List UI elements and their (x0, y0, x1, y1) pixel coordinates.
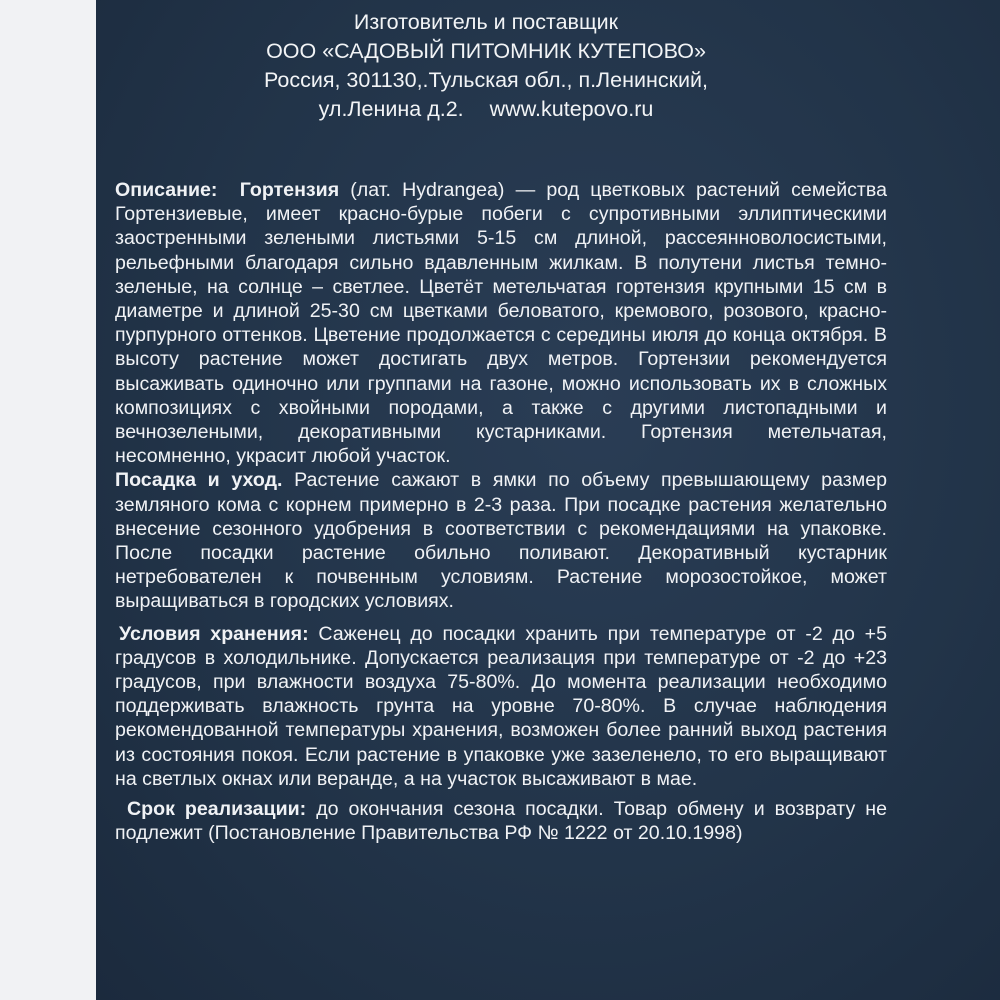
term-text: до окончания сезона посадки. Товар обмену и возврату не подлежит (Постановление Правительства РФ № 1222 от 20.10.1998) (115, 798, 887, 845)
company-region: Россия, 301130,.Тульская обл., п.Ленинский, (263, 68, 709, 92)
plant-name: Гортензия (239, 179, 340, 201)
company-address-line (96, 95, 876, 124)
term-section (115, 797, 887, 845)
storage-section (115, 622, 887, 791)
term-label: Срок реализации: (127, 798, 307, 821)
company-address: ул.Ленина д.2. (318, 97, 464, 121)
description-label: Описание: (115, 179, 218, 201)
manufacturer-header (96, 8, 876, 124)
company-website: www.kutepovo.ru (489, 97, 654, 121)
product-label (96, 0, 1000, 1000)
label-body (115, 178, 887, 845)
storage-text: Саженец до посадки хранить при температуре от -2 до +5 градусов в холодильнике. Допускается реализация при температуре от -2 до +23 градусов, при влажности воздуха 75-80%. До момента реализации необходимо поддерживать влажность грунта на уровне 70-80%. В случае наблюдения рекомендованной температуры хранения, возможен более ранний выход растения из состояния покоя. Если растение в упаковке уже зазеленело, то его выращивают на светлых окнах или веранде, а на участок высаживают в мае. (115, 622, 887, 790)
description-text: (лат. Hydrangea) — род цветковых растений семейства Гортензиевые, имеет красно-бурые побеги с супротивными эллиптическими заостренными зелеными листьями 5-15 см длиной, рассеянноволосистыми, рельефными благодаря сильно вдавленным жилкам. В полутени листья темно-зеленые, на солнце – светлее. Цветёт метельчатая гортензия крупными 15 см в диаметре и длиной 25-30 см цветками беловатого, кремового, розового, красно-пурпурного оттенков. Цветение продолжается с середины июля до конца октября. В высоту растение может достигать двух метров. Гортензии рекомендуется высаживать одиночно или группами на газоне, можно использовать их в сложных композициях с хвойными породами, а также с другими листопадными и вечнозелеными, декоративными кустарниками. Гортензия метельчатая, несомненно, украсит любой участок. (115, 179, 887, 468)
planting-text: Растение сажают в ямки по объему превышающему размер земляного кома с корнем примерно в 2-3 раза. При посадке растения желательно внесение сезонного удобрения в соответствии с рекомендациями на упаковке. После посадки растение обильно поливают. Декоративный кустарник нетребователен к почвенным условиям. Растение морозостойкое, может выращиваться в городских условиях. (115, 469, 887, 613)
manufacturer-heading: Изготовитель и поставщик (353, 10, 619, 34)
description-section (115, 178, 887, 468)
planting-label: Посадка и уход. (115, 469, 283, 492)
storage-label: Условия хранения: (119, 622, 309, 645)
company-name: ООО «САДОВЫЙ ПИТОМНИК КУТЕПОВО» (266, 39, 706, 63)
planting-section (115, 468, 887, 613)
